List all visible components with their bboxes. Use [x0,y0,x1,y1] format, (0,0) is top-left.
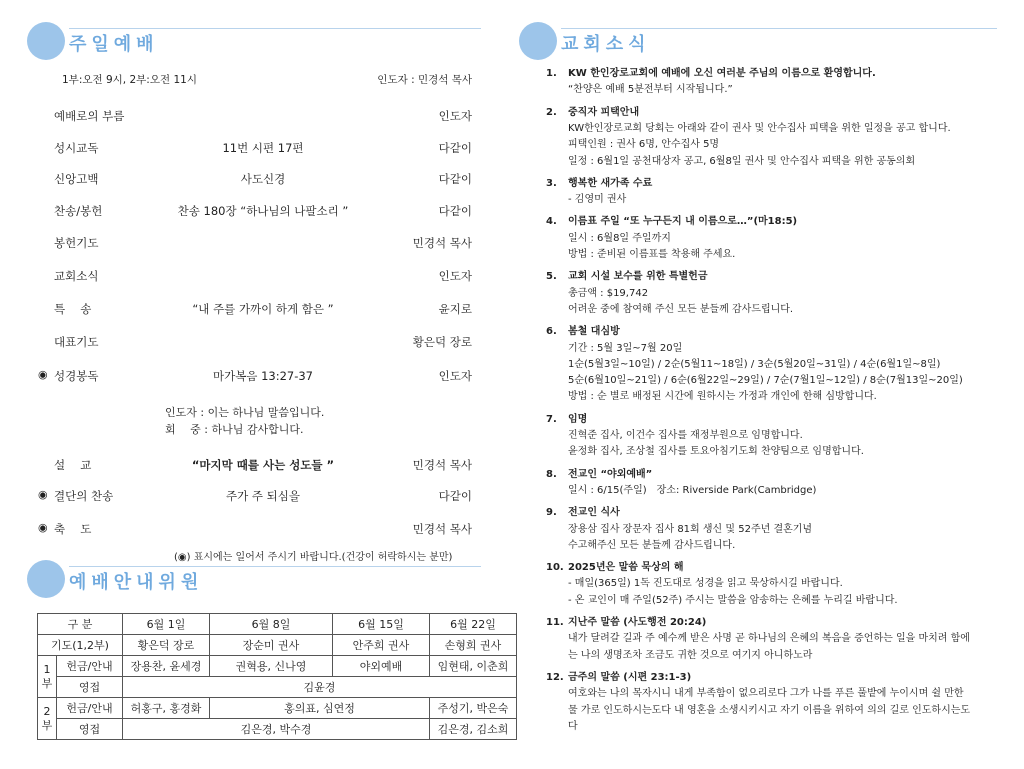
col-label: 구 분 [38,614,123,635]
worship-title: 주일예배 [69,34,159,55]
table-cell: 홍의표, 심연정 [210,698,430,719]
header-rule [69,566,481,567]
worship-item-leader: 민경석 목사 [412,236,472,250]
news-item-line: “찬양은 예배 5분전부터 시작됩니다.” [568,84,733,96]
worship-header [27,22,487,62]
table-cell: 장순미 권사 [210,635,333,656]
greeting-label: 영접 [57,719,123,740]
news-item-line: 5순(6월10일~21일) / 6순(6월22일~29일) / 7순(7월1일~12일) / 8순(7월13일~20일) [568,375,963,387]
standing-note: (◉) 표시에는 일어서 주시기 바랍니다.(건강이 허락하시는 분만) [174,552,453,563]
worship-row [38,488,472,506]
news-item-number: 5. [546,271,557,283]
news-header [519,22,999,62]
news-item-title: 지난주 말씀 (사도행전 20:24) [568,617,707,628]
news-item-line: 장용삼 집사 장문자 집사 81회 생신 및 52주년 결혼기념 [568,523,813,535]
news-item-number: 7. [546,413,557,425]
news-item-title: 전교인 “야외예배” [568,468,653,480]
news-item-line: 방법 : 준비된 이름표를 착용해 주세요. [568,249,736,260]
worship-item-leader: 인도자 [438,369,472,383]
worship-item-name: 봉헌기도 [54,236,99,250]
news-item-number: 3. [546,177,557,189]
response-congregation: 회 중 : 하나님 감사합니다. [165,423,304,436]
worship-item-name: 성시교독 [54,141,99,155]
header-circle-icon [27,22,65,60]
worship-row [38,521,472,539]
news-item-number: 8. [546,468,557,480]
news-item-title: 이름표 주일 “또 누구든지 내 이름으로…”(마18:5) [568,216,798,228]
worship-item-content: 11번 시편 17편 [222,141,304,155]
presider-text: 인도자 : 민경석 목사 [377,74,472,86]
worship-row [38,140,472,158]
worship-item-name: 축 도 [54,522,92,536]
worship-item-name: 신앙고백 [54,172,99,186]
worship-item-leader: 황은덕 장로 [412,335,472,349]
worship-item-name: 찬송/봉헌 [54,204,103,218]
news-item-number: 9. [546,507,557,519]
news-item-line: - 김영미 권사 [568,194,627,206]
usher-table [37,613,517,740]
part1-label-text: 1부 [41,662,53,690]
worship-row [38,203,472,221]
worship-item-name: 대표기도 [54,335,99,349]
worship-item-name: 성경봉독 [54,369,99,383]
news-item-line: - 온 교인이 매 주일(52주) 주시는 말씀을 암송하는 은혜를 누리길 바랍니다. [568,594,898,606]
table-row [38,614,517,635]
table-cell: 장용찬, 윤세경 [123,656,210,677]
response-leader: 인도자 : 이는 하나님 말씀입니다. [165,406,325,419]
worship-item-leader: 다같이 [438,204,472,218]
worship-item-name: 설 교 [54,458,92,472]
news-item-line: 일정 : 6월1일 공천대상자 공고, 6월8일 권사 및 안수집사 피택을 위한 공동의회 [568,155,916,167]
news-item-line: 여호와는 나의 목자시니 내게 부족함이 없으리로다 그가 나를 푸른 풀밭에 누이시며 쉴 만한 [568,688,964,700]
table-row [38,656,517,677]
table-cell: 김은경, 김소희 [430,719,517,740]
service-times [62,72,482,87]
news-item-number: 12. [546,671,564,683]
worship-item-content: “내 주를 가까이 하게 함은 ” [192,302,334,316]
worship-item-leader: 인도자 [438,269,472,283]
news-item-number: 10. [546,562,564,574]
table-cell: 황은덕 장로 [123,635,210,656]
news-item-line: 윤정화 집사, 조상철 집사를 토요아침기도회 찬양팀으로 임명합니다. [568,446,864,458]
news-item-title: 교회 시설 보수를 위한 특별헌금 [568,271,708,283]
service-times-text: 1부:오전 9시, 2부:오전 11시 [62,74,197,86]
news-list [546,66,986,766]
offering-label: 헌금/안내 [57,698,123,719]
news-item-title: 2025년은 말씀 묵상의 해 [568,562,684,574]
ushers-header [27,560,487,600]
news-item-line: 피택인원 : 권사 6명, 안수집사 5명 [568,139,720,151]
worship-item-name: 결단의 찬송 [54,489,114,503]
table-cell: 권혁용, 신나영 [210,656,333,677]
worship-item-leader: 민경석 목사 [412,458,472,472]
news-item-line: 는 나의 생명조차 조금도 귀한 것으로 여기지 아니하노라 [568,649,813,661]
news-item-line: - 매일(365일) 1독 진도대로 성경을 읽고 묵상하시길 바랍니다. [568,578,843,590]
worship-item-content: 사도신경 [240,172,286,186]
table-cell: 야외예배 [333,656,430,677]
news-item-title: 중직자 피택안내 [568,106,640,118]
table-cell: 주성기, 박은숙 [430,698,517,719]
ushers-title: 예배안내위원 [69,572,204,593]
worship-row [38,268,472,286]
news-item-line: 일시 : 6월8일 주일까지 [568,232,671,244]
prayer-label: 기도(1,2부) [38,635,123,656]
table-row [38,698,517,719]
news-title: 교회소식 [561,34,651,55]
news-item-line: 진혁준 집사, 이건수 집사를 재정부원으로 임명합니다. [568,430,803,441]
part2-label-text: 2부 [41,704,53,732]
news-item-line: KW한인장로교회 당회는 아래와 같이 권사 및 안수집사 피택을 위한 일정을 공고 합니다. [568,122,951,134]
news-item-title: 임명 [568,413,588,425]
worship-item-content: 찬송 180장 “하나님의 나팔소리 ” [177,204,349,218]
worship-item-leader: 윤지로 [438,302,472,316]
news-item-line: 1순(5월3일~10일) / 2순(5월11~18일) / 3순(5월20일~31일) / 4순(6월1일~8일) [568,358,941,370]
news-item-line: 방법 : 순 별로 배정된 시간에 원하시는 가정과 개인에 한해 심방합니다. [568,391,877,403]
table-row [38,719,517,740]
header-circle-icon [519,22,557,60]
table-cell: 허홍구, 홍경화 [123,698,210,719]
worship-item-content: 주가 주 되심을 [226,489,300,503]
offering-label: 헌금/안내 [57,656,123,677]
worship-row [38,171,472,189]
news-item-line: 총금액 : $19,742 [568,287,649,299]
worship-item-leader: 다같이 [438,489,472,503]
news-item-number: 4. [546,216,557,228]
worship-row [38,368,472,386]
news-item-line: 물 가로 인도하시는도다 내 영혼을 소생시키시고 자기 이름을 위하여 의의 길로 인도하시는도 [568,704,971,716]
greeting-label: 영접 [57,677,123,698]
date-cell: 6월 15일 [333,614,430,635]
header-circle-icon [27,560,65,598]
news-item-number: 1. [546,68,557,79]
header-rule [561,28,997,29]
worship-row [38,108,472,126]
table-cell: 김윤경 [123,677,517,698]
table-cell: 손형희 권사 [430,635,517,656]
worship-item-name: 교회소식 [54,269,99,283]
news-item-title: KW 한인장로교회에 예배에 오신 여러분 주님의 이름으로 환영합니다. [568,68,876,79]
news-item-line: 기간 : 5월 3일~7월 20일 [568,342,683,354]
standing-bullet-icon: ◉ [38,368,48,381]
standing-bullet-icon: ◉ [38,488,48,501]
date-cell: 6월 22일 [430,614,517,635]
date-cell: 6월 1일 [123,614,210,635]
news-item-title: 금주의 말씀 (시편 23:1-3) [568,671,692,683]
news-item-line: 내가 달려갈 길과 주 예수께 받은 사명 곧 하나님의 은혜의 복음을 증언하는 일을 마치려 함에 [568,633,970,645]
worship-row [38,457,472,475]
worship-row [38,235,472,253]
table-row [38,635,517,656]
table-cell: 임현태, 이춘희 [430,656,517,677]
worship-item-leader: 다같이 [438,172,472,186]
news-item-title: 행복한 새가족 수료 [568,177,653,189]
news-item-number: 6. [546,326,557,338]
news-item-line: 수고해주신 모든 분들께 감사드립니다. [568,539,736,551]
news-item-number: 11. [546,617,564,628]
worship-item-content: “마지막 때를 사는 성도들 ” [191,458,335,472]
news-item-title: 전교인 식사 [568,507,620,519]
worship-item-name: 특 송 [54,302,92,316]
news-item-line: 일시 : 6/15(주일) 장소: Riverside Park(Cambridge) [568,484,817,496]
table-row [38,677,517,698]
worship-item-content: 마가복음 13:27-37 [212,369,313,383]
news-item-number: 2. [546,106,557,118]
worship-item-name: 예배로의 부름 [54,109,125,123]
news-item-line: 어려운 중에 참여해 주신 모든 분들께 감사드립니다. [568,303,794,315]
worship-item-leader: 민경석 목사 [412,522,472,536]
part1-label [38,656,57,698]
news-item-line: 다 [568,720,578,732]
worship-row [38,301,472,319]
header-rule [69,28,481,29]
worship-item-leader: 인도자 [438,109,472,123]
standing-bullet-icon: ◉ [38,521,48,534]
worship-row [38,334,472,352]
part2-label [38,698,57,740]
worship-item-leader: 다같이 [438,141,472,155]
table-cell: 김은경, 박수경 [123,719,430,740]
table-cell: 안주희 권사 [333,635,430,656]
date-cell: 6월 8일 [210,614,333,635]
news-item-title: 봄철 대심방 [568,326,620,338]
